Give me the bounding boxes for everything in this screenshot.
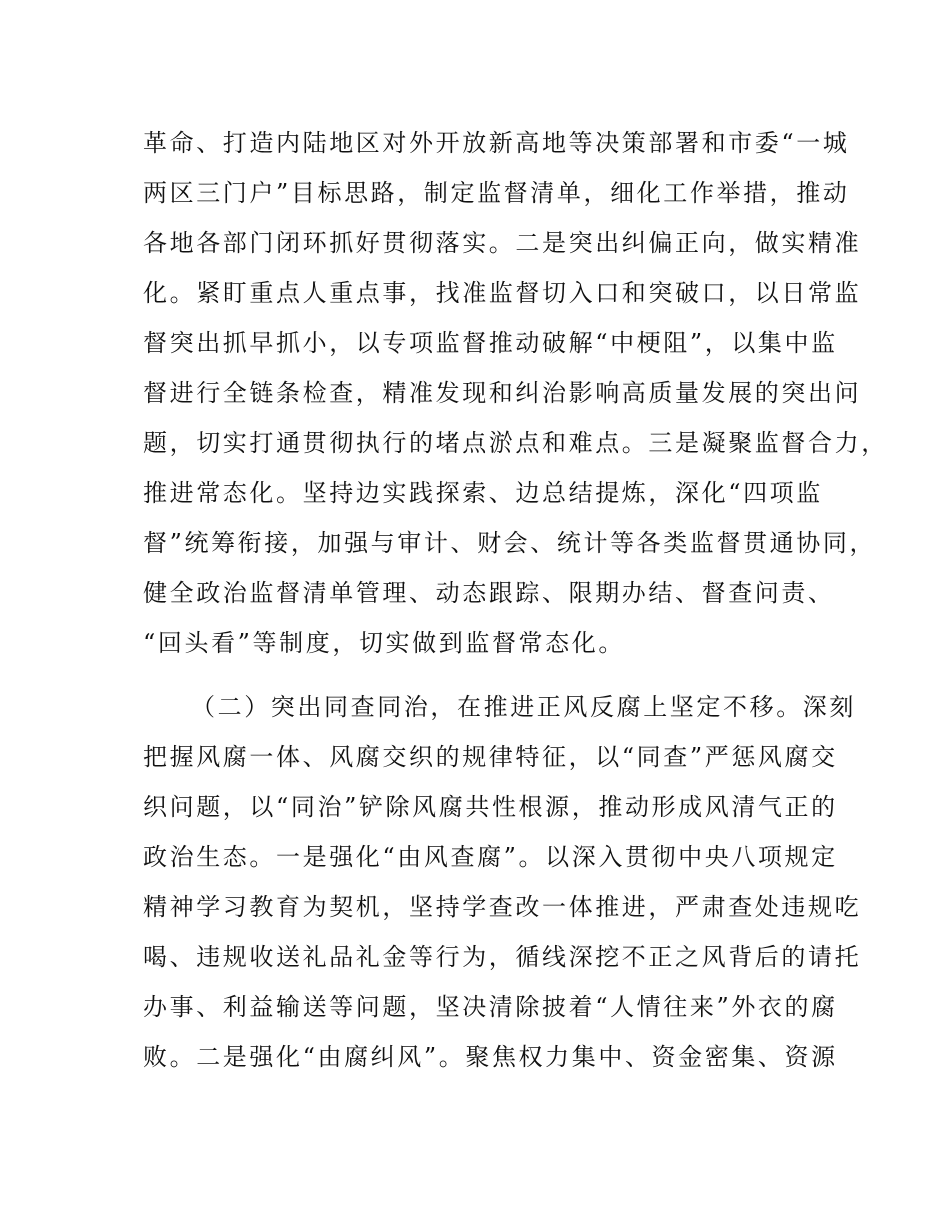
paragraph-2-line-2: 把握风腐一体、风腐交织的规律特征，以“同查”严惩风腐交	[143, 743, 838, 771]
paragraph-2-line-5: 精神学习教育为契机，坚持学查改一体推进，严肃查处违规吃	[143, 893, 862, 921]
paragraph-2-line-4: 政治生态。一是强化“由风查腐”。以深入贯彻中央八项规定	[143, 843, 838, 871]
paragraph-1-line-7: 题，切实打通贯彻执行的堵点淤点和难点。三是凝聚监督合力，	[143, 429, 888, 457]
paragraph-1-line-11: “回头看”等制度，切实做到监督常态化。	[143, 629, 625, 657]
paragraph-2-line-3: 织问题，以“同治”铲除风腐共性根源，推动形成风清气正的	[143, 793, 838, 821]
paragraph-1-line-4: 化。紧盯重点人重点事，找准监督切入口和突破口，以日常监	[143, 279, 862, 307]
paragraph-1-line-5: 督突出抓早抓小，以专项监督推动破解“中梗阻”，以集中监	[143, 329, 838, 357]
paragraph-2-line-6: 喝、违规收送礼品礼金等行为，循线深挖不正之风背后的请托	[143, 943, 862, 971]
paragraph-2-line-1: （二）突出同查同治，在推进正风反腐上坚定不移。深刻	[191, 693, 856, 721]
paragraph-1-line-10: 健全政治监督清单管理、动态跟踪、限期办结、督查问责、	[143, 579, 835, 607]
paragraph-1-line-3: 各地各部门闭环抓好贯彻落实。二是突出纠偏正向，做实精准	[143, 229, 862, 257]
paragraph-1-line-6: 督进行全链条检查，精准发现和纠治影响高质量发展的突出问	[143, 379, 862, 407]
paragraph-1-line-9: 督”统筹衔接，加强与审计、财会、统计等各类监督贯通协同，	[143, 529, 877, 557]
paragraph-1-line-2: 两区三门户”目标思路，制定监督清单，细化工作举措，推动	[143, 179, 850, 207]
paragraph-1-line-1: 革命、打造内陆地区对外开放新高地等决策部署和市委“一城	[143, 129, 850, 157]
paragraph-1-line-8: 推进常态化。坚持边实践探索、边总结提炼，深化“四项监	[143, 479, 823, 507]
paragraph-2-line-8: 败。二是强化“由腐纠风”。聚焦权力集中、资金密集、资源	[143, 1043, 838, 1071]
paragraph-2-line-7: 办事、利益输送等问题，坚决清除披着“人情往来”外衣的腐	[143, 993, 838, 1021]
